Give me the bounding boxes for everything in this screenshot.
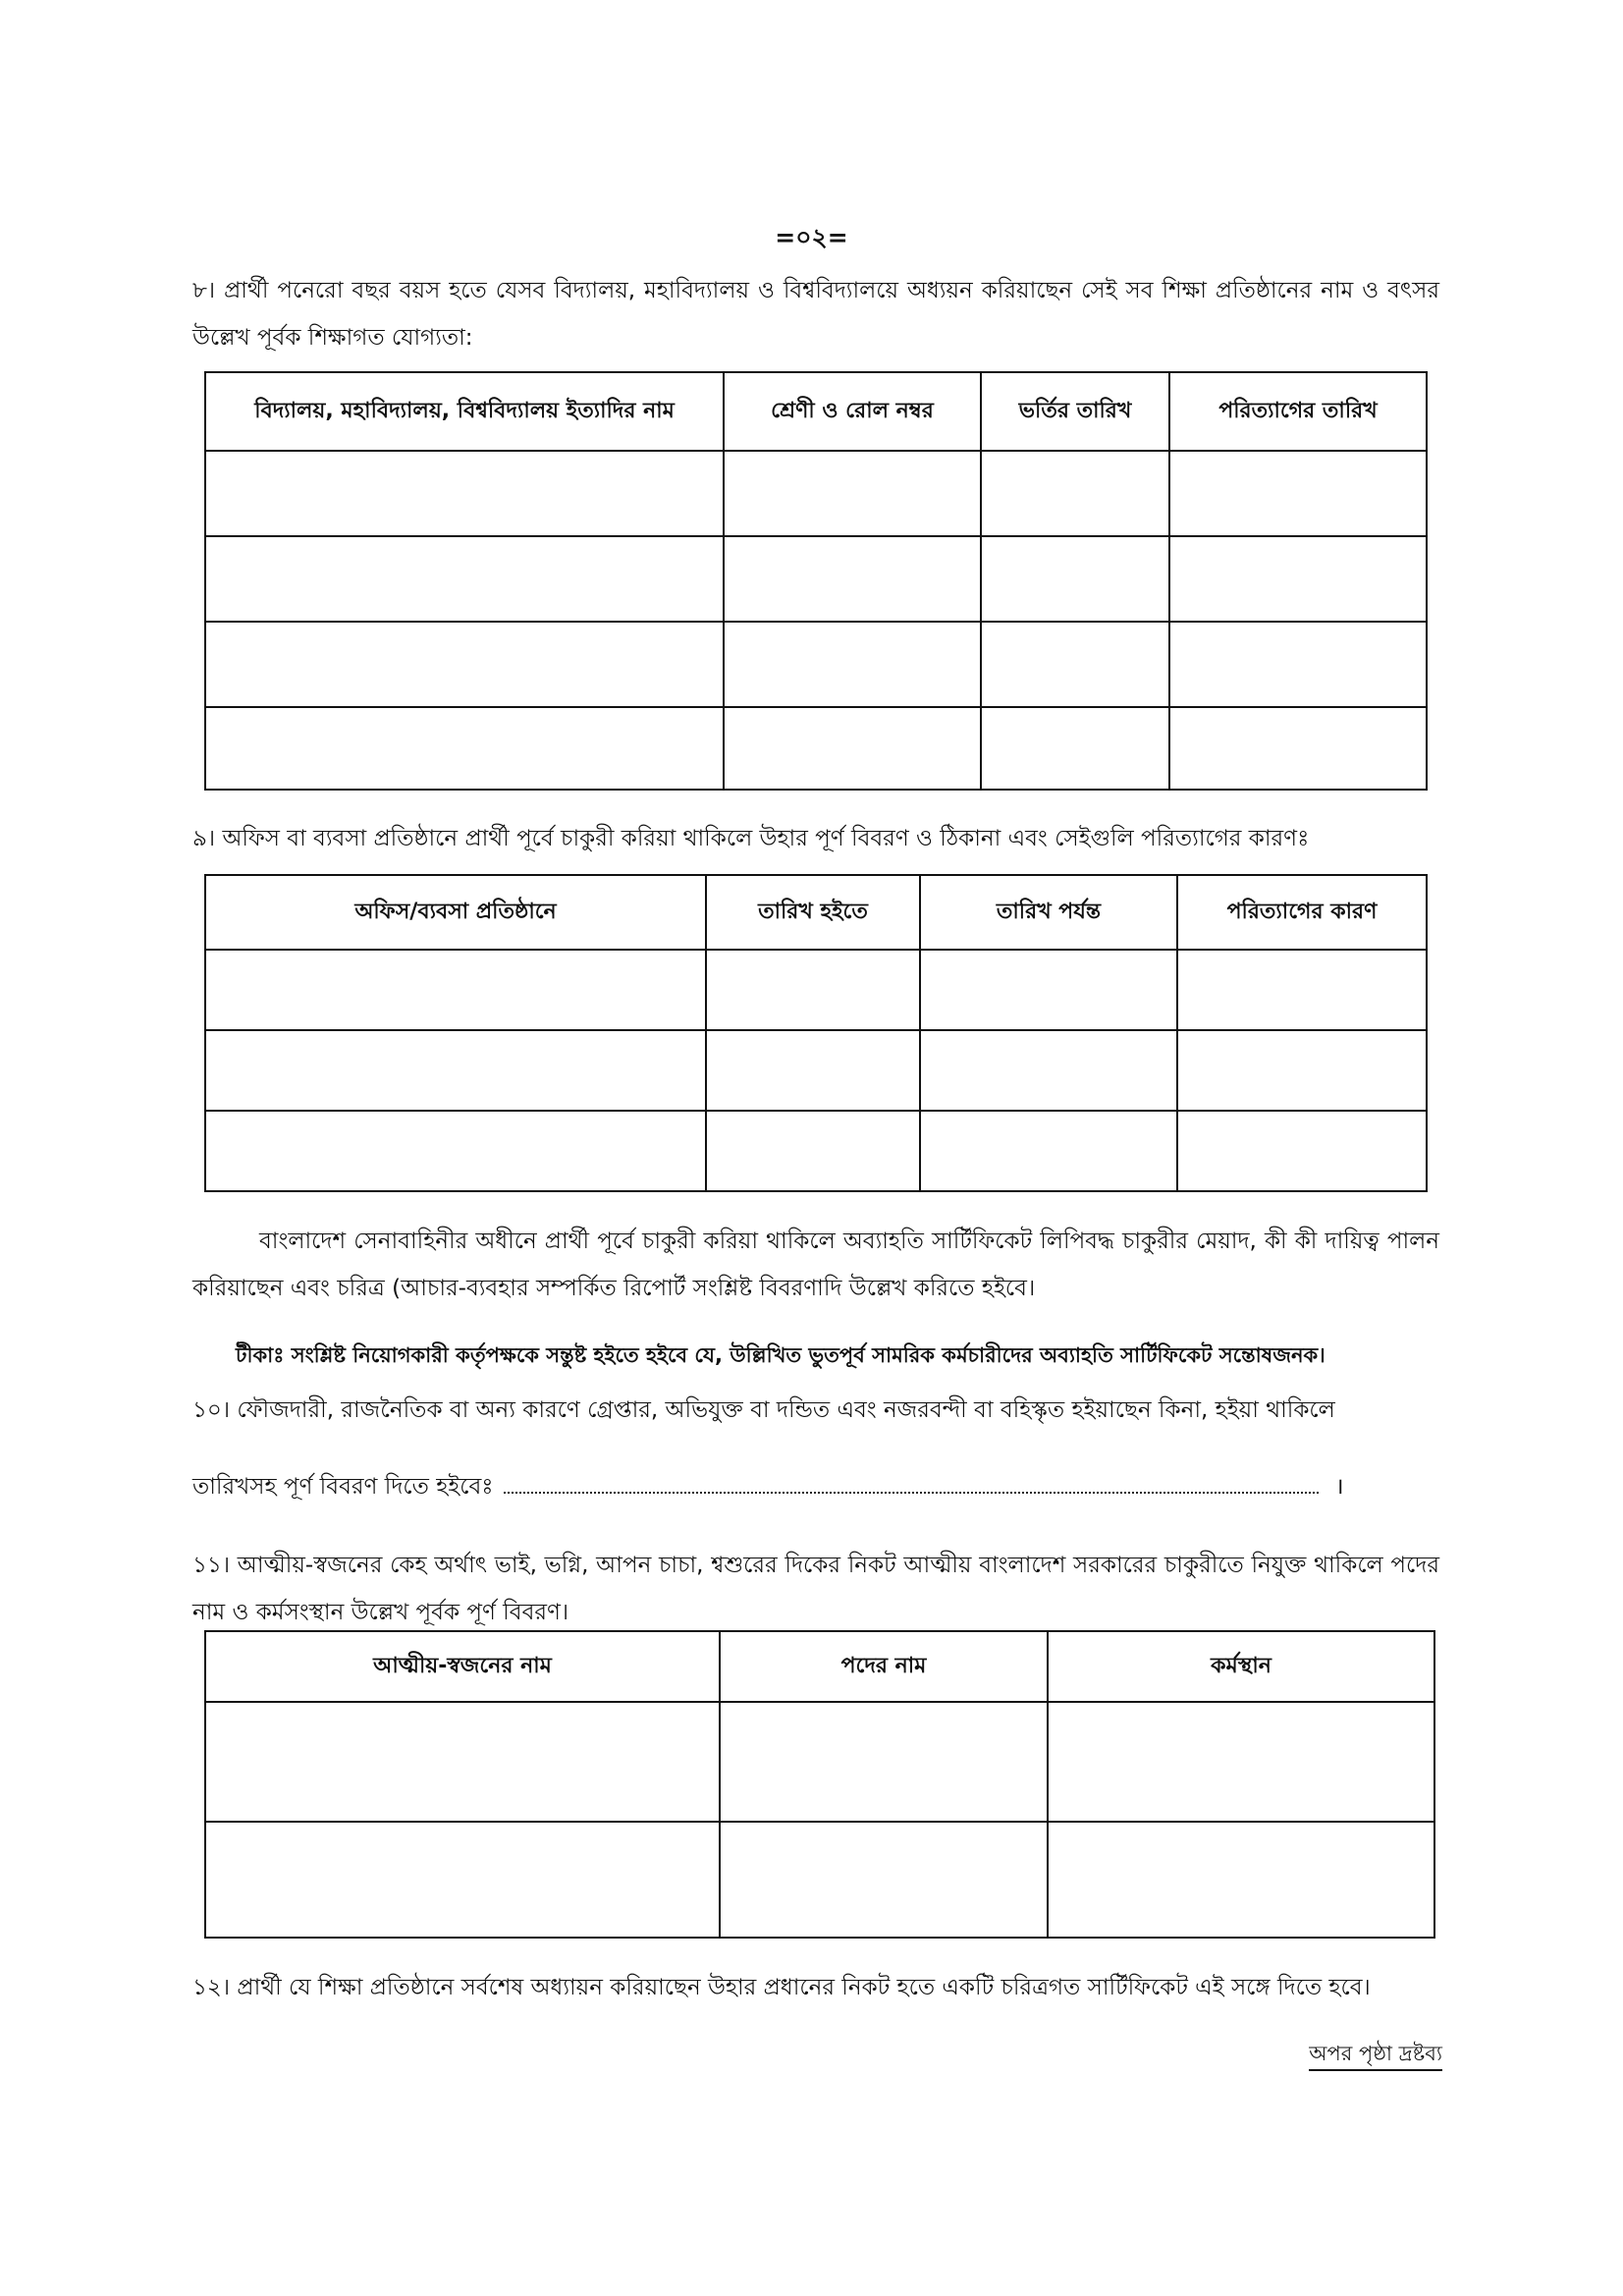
item10-fill-end: । [1334,1474,1344,1500]
table-cell[interactable] [706,1030,920,1111]
column-header: পরিত্যাগের তারিখ [1169,372,1427,451]
page-number: =০২= [775,223,848,251]
table-cell[interactable] [920,950,1177,1030]
table-cell[interactable] [1169,451,1427,536]
table-row [205,1702,1434,1822]
table-cell[interactable] [720,1702,1048,1822]
tika-note: টীকাঃ সংশ্লিষ্ট নিয়োগকারী কর্তৃপক্ষকে সন্তুষ্ট হইতে হইবে যে, উল্লিখিত ভুতপূর্ব সামরিক কর্মচারীদের অব্যাহতি সার্টিফিকেট সন্তোষজনক। [236,1343,1325,1367]
table-cell[interactable] [920,1111,1177,1191]
column-header: ভর্তির তারিখ [981,372,1169,451]
table-cell[interactable] [1177,1030,1427,1111]
table-header-row [205,372,1427,451]
table-cell[interactable] [205,1111,706,1191]
details-blank[interactable] [504,1470,1319,1494]
table-cell[interactable] [720,1822,1048,1938]
table-cell[interactable] [205,1030,706,1111]
table-cell[interactable] [1169,707,1427,790]
table-cell[interactable] [981,451,1169,536]
column-header: পরিত্যাগের কারণ [1177,875,1427,950]
table-cell[interactable] [724,536,981,622]
column-header: অফিস/ব্যবসা প্রতিষ্ঠানে [205,875,706,950]
table-cell[interactable] [981,536,1169,622]
item9-text: ৯। অফিস বা ব্যবসা প্রতিষ্ঠানে প্রার্থী পূর্বে চাকুরী করিয়া থাকিলে উহার পূর্ণ বিবরণ ও ঠিকানা এবং সেইগুলি পরিত্যাগের কারণঃ [192,826,1310,851]
table-cell[interactable] [706,950,920,1030]
column-header: কর্মস্থান [1048,1631,1434,1702]
table-row [205,1111,1427,1191]
table-row [205,451,1427,536]
table-cell[interactable] [724,451,981,536]
table-cell[interactable] [981,622,1169,707]
turn-over-note: অপর পৃষ্ঠা দ্রষ্টব্য [1309,2038,1442,2071]
relatives-table [204,1630,1435,1939]
table-row [205,536,1427,622]
table-cell[interactable] [205,707,724,790]
education-table [204,371,1428,791]
column-header: পদের নাম [720,1631,1048,1702]
item8-text: ৮। প্রার্থী পনেরো বছর বয়স হতে যেসব বিদ্যালয়, মহাবিদ্যালয় ও বিশ্ববিদ্যালয়ে অধ্যয়ন করিয়াছেন সেই সব শিক্ষা প্রতিষ্ঠানের নাম ও বৎসর উল্লেখ পূর্বক শিক্ষাগত যোগ্যতা: [192,278,1439,351]
table-cell[interactable] [205,451,724,536]
table-row [205,1030,1427,1111]
table-header-row [205,875,1427,950]
table-cell[interactable] [981,707,1169,790]
item10-fill-line [192,1463,1439,1510]
table-header-row [205,1631,1434,1702]
table-cell[interactable] [1169,622,1427,707]
table-cell[interactable] [706,1111,920,1191]
table-cell[interactable] [1048,1822,1434,1938]
item10-text: ১০। ফৌজদারী, রাজনৈতিক বা অন্য কারণে গ্রেপ্তার, অভিযুক্ত বা দন্ডিত এবং নজরবন্দী বা বহিস্কৃত হইয়াছেন কিনা, হইয়া থাকিলে [192,1397,1335,1423]
item12-text: ১২। প্রার্থী যে শিক্ষা প্রতিষ্ঠানে সর্বশেষ অধ্যায়ন করিয়াছেন উহার প্রধানের নিকট হতে একটি চরিত্রগত সার্টিফিকেট এই সঙ্গে দিতে হবে। [192,1975,1371,2000]
table-cell[interactable] [1177,950,1427,1030]
table-cell[interactable] [205,950,706,1030]
column-header: বিদ্যালয়, মহাবিদ্যালয়, বিশ্ববিদ্যালয় ইত্যাদির নাম [205,372,724,451]
table-row [205,950,1427,1030]
table-cell[interactable] [205,536,724,622]
table-row [205,707,1427,790]
table-row [205,622,1427,707]
column-header: তারিখ হইতে [706,875,920,950]
table-cell[interactable] [205,1702,720,1822]
column-header: আত্মীয়-স্বজনের নাম [205,1631,720,1702]
employment-table [204,874,1428,1192]
column-header: শ্রেণী ও রোল নম্বর [724,372,981,451]
column-header: তারিখ পর্যন্ত [920,875,1177,950]
table-cell[interactable] [205,622,724,707]
table-row [205,1822,1434,1938]
table-cell[interactable] [205,1822,720,1938]
table-cell[interactable] [724,707,981,790]
army-note: বাংলাদেশ সেনাবাহিনীর অধীনে প্রার্থী পূর্বে চাকুরী করিয়া থাকিলে অব্যাহতি সার্টিফিকেট লিপিবদ্ধ চাকুরীর মেয়াদ, কী কী দায়িত্ব পালন করিয়াছেন এবং চরিত্র (আচার-ব্যবহার সম্পর্কিত রিপোর্ট সংশ্লিষ্ট বিবরণাদি উল্লেখ করিতে হইবে। [192,1229,1439,1301]
table-cell[interactable] [920,1030,1177,1111]
table-cell[interactable] [1177,1111,1427,1191]
table-cell[interactable] [1048,1702,1434,1822]
table-cell[interactable] [724,622,981,707]
item11-text: ১১। আত্মীয়-স্বজনের কেহ অর্থাৎ ভাই, ভগ্নি, আপন চাচা, শ্বশুরের দিকের নিকট আত্মীয় বাংলাদেশ সরকারের চাকুরীতে নিযুক্ত থাকিলে পদের নাম ও কর্মসংস্থান উল্লেখ পূর্বক পূর্ণ বিবরণ। [192,1553,1439,1625]
table-cell[interactable] [1169,536,1427,622]
item10-fill-label: তারিখসহ পূর্ণ বিবরণ দিতে হইবেঃ [192,1474,494,1500]
